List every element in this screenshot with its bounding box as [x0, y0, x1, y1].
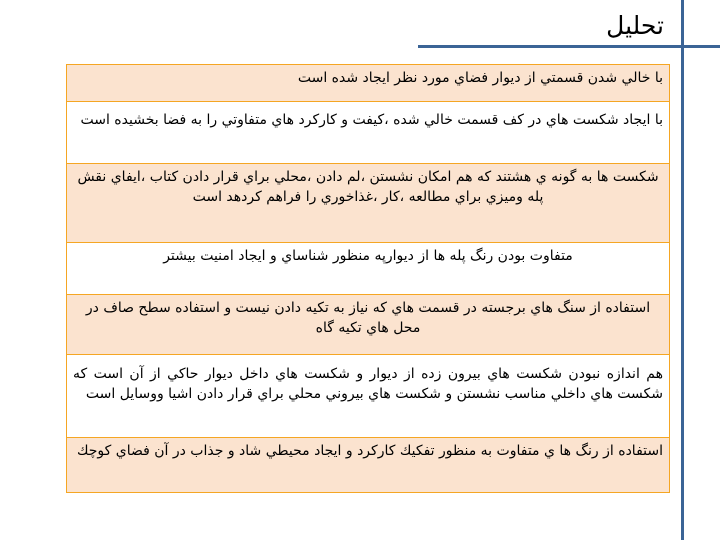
table-cell: هم اندازه نبودن شكست هاي بيرون زده از ديوار و شكست هاي داخل ديوار حاكي از آن است كه شكست هاي داخلي مناسب نشستن و شكست هاي بيروني محلي براي قرار دادن اشيا ووسايل است: [67, 355, 670, 438]
table-row: [67, 295, 670, 355]
table-cell: با ايجاد شكست هاي در كف قسمت خالي شده ،كيفت و كاركرد هاي متفاوتي را به فضا بخشيده است: [67, 102, 670, 164]
table-row: [67, 438, 670, 493]
table-cell: شكست ها به گونه ي هشتند كه هم امكان نشستن ،لم دادن ،محلي براي قرار دادن كتاب ،ايفاي نقش پله وميزي براي مطالعه ،كار ،غذاخوري را فراهم كردهد است: [67, 164, 670, 243]
page-title: تحليل: [606, 11, 664, 40]
table-row: [67, 164, 670, 243]
table-row: [67, 355, 670, 438]
table-cell: متفاوت بودن رنگ پله ها از ديوارپه منظور شناساي و ايجاد امنيت بيشتر: [67, 243, 670, 295]
table-row: [67, 65, 670, 102]
table-row: [67, 102, 670, 164]
table-cell: با خالي شدن قسمتي از ديوار فضاي مورد نظر ايجاد شده است: [67, 65, 670, 102]
table-row: [67, 243, 670, 295]
table-cell: استفاده از رنگ ها ي متفاوت به منظور تفكيك كاركرد و ايجاد محيطي شاد و جذاب در آن فضاي كوچك: [67, 438, 670, 493]
analysis-table: [66, 64, 670, 493]
vertical-accent-line: [681, 0, 684, 540]
table-cell: استفاده از سنگ هاي برجسته در قسمت هاي كه نياز به تكيه دادن نيست و استفاده سطح صاف در محل هاي تكيه گاه: [67, 295, 670, 355]
title-underline: [418, 45, 720, 48]
